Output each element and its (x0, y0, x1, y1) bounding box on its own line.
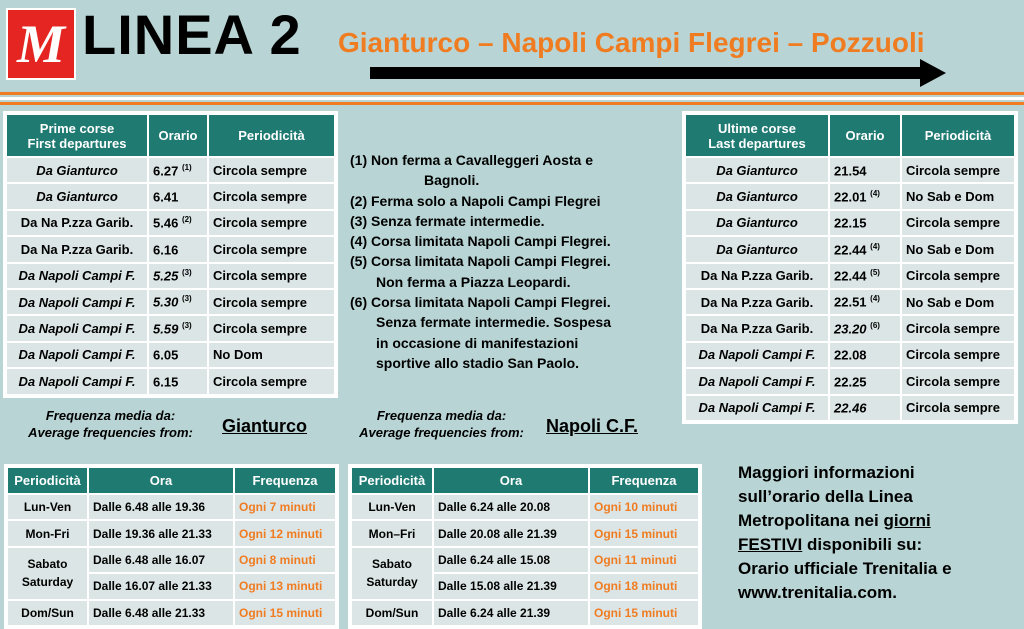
note-line: in occasione di manifestazioni (376, 334, 579, 351)
departure-time (829, 289, 901, 315)
period-label: Sabato (27, 557, 68, 572)
time-value: 22.44 (834, 268, 867, 284)
col-header: Periodicità (208, 114, 335, 157)
note-line: (2) Ferma solo a Napoli Campi Flegrei (350, 192, 601, 209)
arrow-head-icon (920, 59, 946, 87)
periodicity: No Sab e Dom (901, 183, 1015, 209)
metro-logo (6, 8, 76, 80)
note-line: (4) Corsa limitata Napoli Campi Flegrei. (350, 233, 611, 250)
time-value: 5.30 (153, 294, 179, 310)
departure-time (148, 263, 208, 289)
footnote-ref: (5) (870, 268, 880, 278)
departure-time (148, 210, 208, 236)
footnotes (350, 150, 611, 373)
freq-value: Ogni 13 minuti (234, 573, 336, 599)
info-line: sull’orario della Linea (738, 487, 913, 506)
time-value: 5.25 (153, 268, 179, 284)
header (0, 0, 1024, 92)
freq-right-table (348, 464, 702, 629)
time-value: 6.27 (153, 162, 179, 178)
footnote-ref: (3) (181, 268, 192, 278)
table-row (7, 494, 336, 520)
freq-value: Ogni 15 minuti (589, 520, 699, 546)
logo-letter: M (16, 14, 65, 74)
departure-time (829, 395, 901, 421)
departure-station: Da Gianturco (685, 210, 829, 236)
periodicity: Circola sempre (901, 395, 1015, 421)
freq-period (351, 547, 433, 600)
table-row (6, 236, 335, 262)
departure-time (148, 157, 208, 183)
periodicity: Circola sempre (901, 368, 1015, 394)
note-line: Senza fermate intermedie. Sospesa (376, 314, 611, 331)
note-line: Bagnoli. (424, 172, 480, 189)
periodicity: Circola sempre (901, 315, 1015, 341)
table-row (351, 600, 699, 626)
freq-value: Ogni 15 minuti (234, 600, 336, 626)
freq-time-range: Dalle 19.36 alle 21.33 (88, 520, 234, 546)
departure-time (148, 368, 208, 394)
departure-station: Da Gianturco (6, 183, 148, 209)
freq-period (7, 547, 88, 600)
table-row (7, 600, 336, 626)
route-title: Gianturco – Napoli Campi Flegrei – Pozzuoli (338, 27, 925, 58)
footnote-ref: (4) (870, 294, 880, 304)
info-line (738, 509, 952, 533)
departure-time (829, 368, 901, 394)
info-line: Orario ufficiale Trenitalia e (738, 559, 952, 578)
departure-time (148, 315, 208, 341)
time-value: 22.44 (834, 242, 867, 258)
period-label: Sabato (371, 557, 412, 572)
freq-value: Ogni 7 minuti (234, 494, 336, 520)
time-value: 22.08 (834, 347, 867, 363)
table-row (685, 315, 1015, 341)
col-header: Ora (88, 467, 234, 494)
freq-time-range: Dalle 15.08 alle 21.39 (433, 573, 589, 599)
freq-label-en: Average frequencies from: (28, 425, 193, 440)
note-line: (3) Senza fermate intermedie. (350, 212, 545, 229)
departure-station: Da Na P.zza Garib. (685, 315, 829, 341)
freq-right-place: Napoli C.F. (546, 416, 639, 436)
note-line: (6) Corsa limitata Napoli Campi Flegrei. (350, 294, 611, 311)
col-header: Orario (148, 114, 208, 157)
departure-time (829, 157, 901, 183)
periodicity: Circola sempre (901, 342, 1015, 368)
table-row (7, 520, 336, 546)
freq-time-range: Dalle 6.24 alle 20.08 (433, 494, 589, 520)
info-underlined: FESTIVI (738, 535, 803, 554)
departure-time (829, 342, 901, 368)
table-row (6, 289, 335, 315)
departure-time (829, 236, 901, 262)
periodicity: Circola sempre (208, 289, 335, 315)
note-line: (1) Non ferma a Cavalleggeri Aosta e (350, 152, 594, 168)
freq-period: Mon-Fri (7, 520, 88, 546)
freq-time-range: Dalle 6.24 alle 21.39 (433, 600, 589, 626)
time-value: 22.25 (834, 373, 867, 389)
table-row (685, 183, 1015, 209)
departure-time (829, 263, 901, 289)
direction-arrow-icon (370, 67, 930, 79)
table-row (6, 157, 335, 183)
info-line: Maggiori informazioni (738, 463, 915, 482)
info-text: Metropolitana nei (738, 511, 884, 530)
time-value: 21.54 (834, 162, 867, 178)
freq-label-en: Average frequencies from: (359, 425, 524, 440)
departure-time (829, 183, 901, 209)
freq-period: Lun-Ven (351, 494, 433, 520)
table-row (7, 547, 336, 573)
footnote-ref: (1) (181, 162, 192, 172)
period-label: Saturday (366, 575, 418, 590)
time-value: 5.59 (153, 321, 179, 337)
table-row (685, 368, 1015, 394)
departure-station: Da Napoli Campi F. (685, 368, 829, 394)
more-info (738, 461, 952, 605)
info-line (738, 533, 952, 557)
freq-period: Mon–Fri (351, 520, 433, 546)
periodicity: Circola sempre (208, 157, 335, 183)
periodicity: No Sab e Dom (901, 236, 1015, 262)
time-value: 22.15 (834, 215, 867, 231)
col-header: Frequenza (234, 467, 336, 494)
time-value: 23.20 (834, 321, 867, 337)
departure-time (148, 342, 208, 368)
col-header: Periodicità (901, 114, 1015, 157)
freq-time-range: Dalle 6.48 alle 19.36 (88, 494, 234, 520)
departure-time (829, 210, 901, 236)
periodicity: Circola sempre (208, 183, 335, 209)
footnote-ref: (4) (870, 188, 880, 198)
freq-right-label (344, 407, 539, 441)
departure-station: Da Na P.zza Garib. (6, 210, 148, 236)
note-line: (5) Corsa limitata Napoli Campi Flegrei. (350, 253, 611, 270)
departure-station: Da Napoli Campi F. (6, 368, 148, 394)
table-row (6, 368, 335, 394)
info-text: disponibili su: (802, 535, 923, 554)
freq-value: Ogni 15 minuti (589, 600, 699, 626)
table-row (685, 157, 1015, 183)
info-line: www.trenitalia.com. (738, 583, 898, 602)
periodicity: Circola sempre (208, 236, 335, 262)
table-row (6, 210, 335, 236)
freq-value: Ogni 12 minuti (234, 520, 336, 546)
note-line: sportive allo stadio San Paolo. (376, 354, 580, 371)
periodicity: Circola sempre (901, 210, 1015, 236)
freq-period: Dom/Sun (351, 600, 433, 626)
freq-value: Ogni 8 minuti (234, 547, 336, 573)
departure-time (148, 289, 208, 315)
footnote-ref: (3) (181, 294, 192, 304)
departure-station: Da Gianturco (685, 183, 829, 209)
table-row (685, 342, 1015, 368)
footnote-ref: (6) (870, 320, 880, 330)
periodicity: Circola sempre (208, 263, 335, 289)
periodicity: Circola sempre (208, 315, 335, 341)
time-value: 22.46 (834, 400, 867, 416)
freq-left-place: Gianturco (222, 416, 308, 436)
freq-period: Dom/Sun (7, 600, 88, 626)
freq-time-range: Dalle 6.48 alle 21.33 (88, 600, 234, 626)
note-line: Non ferma a Piazza Leopardi. (376, 273, 571, 290)
table-row (6, 315, 335, 341)
line-title: LINEA 2 (82, 3, 302, 66)
col-header: Ora (433, 467, 589, 494)
freq-time-range: Dalle 20.08 alle 21.39 (433, 520, 589, 546)
col-header: Prime corse First departures (6, 114, 148, 157)
col-header: Periodicità (7, 467, 88, 494)
table-row (6, 183, 335, 209)
table-row (6, 263, 335, 289)
period-label: Saturday (21, 575, 74, 590)
freq-time-range: Dalle 6.24 alle 15.08 (433, 547, 589, 573)
table-row (685, 263, 1015, 289)
time-value: 5.46 (153, 215, 179, 231)
departure-station: Da Napoli Campi F. (6, 289, 148, 315)
freq-left-label (8, 407, 213, 441)
periodicity: Circola sempre (208, 210, 335, 236)
col-header: Ultime corse Last departures (685, 114, 829, 157)
table-row (351, 494, 699, 520)
departure-station: Da Na P.zza Garib. (685, 289, 829, 315)
periodicity: No Sab e Dom (901, 289, 1015, 315)
header-divider (0, 92, 1024, 106)
freq-left-table (4, 464, 339, 629)
freq-label-it: Frequenza media da: (45, 408, 176, 423)
footnote-ref: (4) (870, 241, 880, 251)
time-value: 6.41 (153, 189, 179, 205)
table-row (685, 236, 1015, 262)
table-row (351, 547, 699, 573)
departure-time (148, 183, 208, 209)
footnote-ref: (2) (181, 215, 192, 225)
time-value: 22.01 (834, 189, 867, 205)
time-value: 6.05 (153, 347, 179, 363)
departure-station: Da Na P.zza Garib. (6, 236, 148, 262)
periodicity: Circola sempre (901, 157, 1015, 183)
last-departures-table (682, 111, 1018, 424)
departure-station: Da Napoli Campi F. (685, 342, 829, 368)
freq-label-it: Frequenza media da: (376, 408, 507, 423)
time-value: 6.15 (153, 373, 179, 389)
departure-station: Da Gianturco (685, 157, 829, 183)
table-row (685, 395, 1015, 421)
departure-station: Da Napoli Campi F. (6, 315, 148, 341)
periodicity: Circola sempre (208, 368, 335, 394)
freq-value: Ogni 10 minuti (589, 494, 699, 520)
freq-time-range: Dalle 16.07 alle 21.33 (88, 573, 234, 599)
freq-period: Lun-Ven (7, 494, 88, 520)
departure-station: Da Napoli Campi F. (685, 395, 829, 421)
time-value: 6.16 (153, 242, 179, 258)
col-header: Orario (829, 114, 901, 157)
table-row (351, 520, 699, 546)
col-header: Frequenza (589, 467, 699, 494)
departure-station: Da Na P.zza Garib. (685, 263, 829, 289)
table-row (685, 210, 1015, 236)
departure-time (148, 236, 208, 262)
table-row (6, 342, 335, 368)
departure-station: Da Napoli Campi F. (6, 342, 148, 368)
footnote-ref: (3) (181, 320, 192, 330)
info-underlined: giorni (883, 511, 931, 530)
freq-value: Ogni 11 minuti (589, 547, 699, 573)
time-value: 22.51 (834, 294, 867, 310)
departure-time (829, 315, 901, 341)
first-departures-table (3, 111, 338, 398)
departure-station: Da Napoli Campi F. (6, 263, 148, 289)
periodicity: No Dom (208, 342, 335, 368)
freq-value: Ogni 18 minuti (589, 573, 699, 599)
periodicity: Circola sempre (901, 263, 1015, 289)
departure-station: Da Gianturco (6, 157, 148, 183)
departure-station: Da Gianturco (685, 236, 829, 262)
table-row (685, 289, 1015, 315)
freq-time-range: Dalle 6.48 alle 16.07 (88, 547, 234, 573)
col-header: Periodicità (351, 467, 433, 494)
